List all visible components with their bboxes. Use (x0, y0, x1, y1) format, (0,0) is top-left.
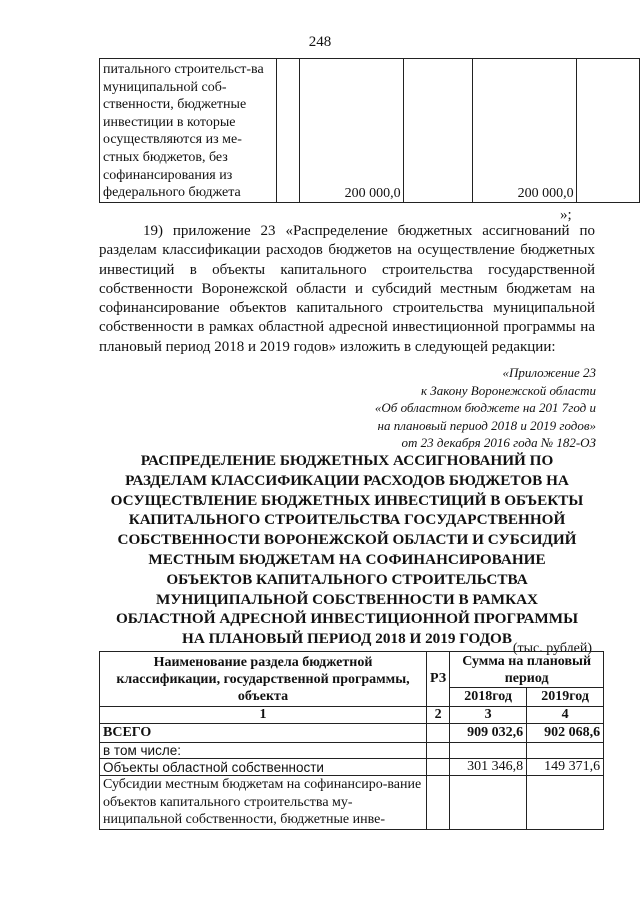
page-number: 248 (308, 34, 332, 50)
table-row (100, 759, 604, 776)
row-name: ВСЕГО (100, 724, 427, 743)
empty-cell (576, 59, 639, 203)
table-row (100, 776, 604, 830)
row-name: в том числе: (100, 743, 427, 759)
header-rz: РЗ (427, 652, 450, 707)
empty-cell (276, 59, 299, 203)
row-rz (427, 759, 450, 776)
row-value-2019: 149 371,6 (527, 759, 604, 776)
index-row (100, 707, 604, 724)
row-value-2019 (527, 776, 604, 830)
row-name: Объекты областной собственности (100, 759, 427, 776)
empty-cell (403, 59, 472, 203)
row-rz (427, 743, 450, 759)
table-row (100, 59, 640, 203)
document-title: РАСПРЕДЕЛЕНИЕ БЮДЖЕТНЫХ АССИГНОВАНИЙ ПО РАЗДЕЛАМ КЛАССИФИКАЦИИ РАСХОДОВ БЮДЖЕТОВ НА ОСУЩЕСТВЛЕНИЕ БЮДЖЕТНЫХ ИНВЕСТИЦИЙ В ОБЪЕКТЫ КАПИТАЛЬНОГО СТРОИТЕЛЬСТВА ГОСУДАРСТВЕННОЙ СОБСТВЕННОСТИ ВОРОНЕЖСКОЙ ОБЛАСТИ И СУБСИДИЙ МЕСТНЫМ БЮДЖЕТАМ НА СОФИНАНСИРОВАНИЕ ОБЪЕКТОВ КАПИТАЛЬНОГО СТРОИТЕЛЬСТВА МУНИЦИПАЛЬНОЙ СОБСТВЕННОСТИ В РАМКАХ ОБЛАСТНОЙ АДРЕСНОЙ ИНВЕСТИЦИОННОЙ ПРОГРАММЫ НА ПЛАНОВЫЙ ПЕРИОД 2018 И 2019 ГОДОВ (110, 452, 584, 648)
value-2018-cell: 200 000,0 (299, 59, 403, 203)
continuation-table (99, 58, 640, 203)
header-name: Наименование раздела бюджетной классификации, государственной программы, объекта (100, 652, 427, 707)
row-rz (427, 724, 450, 743)
closing-quote: »; (560, 207, 572, 223)
row-value-2018 (450, 743, 527, 759)
table-row (100, 743, 604, 759)
amendment-paragraph: 19) приложение 23 «Распределение бюджетных ассигнований по разделам классификации расходов бюджетов на осуществление бюджетных инвестиций в объекты капитального строительства государственной собственности Воронежской области и субсидий местным бюджетам на софинансирование объектов капитального строительства муниципальной собственности в рамках областной адресной инвестиционной программы на плановый период 2018 и 2019 годов» изложить в следующей редакции: (99, 223, 595, 355)
column-index: 3 (450, 707, 527, 724)
column-index: 2 (427, 707, 450, 724)
appendix-line: на плановый период 2018 и 2019 годов» (377, 417, 596, 433)
header-year-2019: 2019год (527, 688, 604, 707)
row-value-2019: 902 068,6 (527, 724, 604, 743)
row-value-2018: 301 346,8 (450, 759, 527, 776)
row-name: Субсидии местным бюджетам на софинансиро-вание объектов капитального строительства му-ниципальной собственности, бюджетные инве- (100, 776, 427, 830)
row-description: питального строительст-ва муниципальной соб-ственности, бюджетные инвестиции в которые осуществляются из ме-стных бюджетов, без софинансирования из федерального бюджета (100, 59, 277, 203)
column-index: 1 (100, 707, 427, 724)
appendix-line: от 23 декабря 2016 года № 182-ОЗ (401, 435, 596, 451)
header-sum: Сумма на плановый период (450, 652, 604, 688)
units-label: (тыс. рублей) (512, 641, 592, 656)
row-value-2018: 909 032,6 (450, 724, 527, 743)
appendix-line: «Приложение 23 (502, 365, 596, 380)
value-2019-cell: 200 000,0 (472, 59, 576, 203)
appendix-line: «Об областном бюджете на 201 7год и (374, 400, 596, 416)
column-index: 4 (527, 707, 604, 724)
row-value-2019 (527, 743, 604, 759)
appendix-reference (375, 364, 596, 452)
row-value-2018 (450, 776, 527, 830)
appendix-line: к Закону Воронежской области (420, 382, 596, 398)
header-row (100, 652, 604, 688)
header-year-2018: 2018год (450, 688, 527, 707)
row-rz (427, 776, 450, 830)
table-row (100, 724, 604, 743)
budget-table (99, 651, 604, 830)
